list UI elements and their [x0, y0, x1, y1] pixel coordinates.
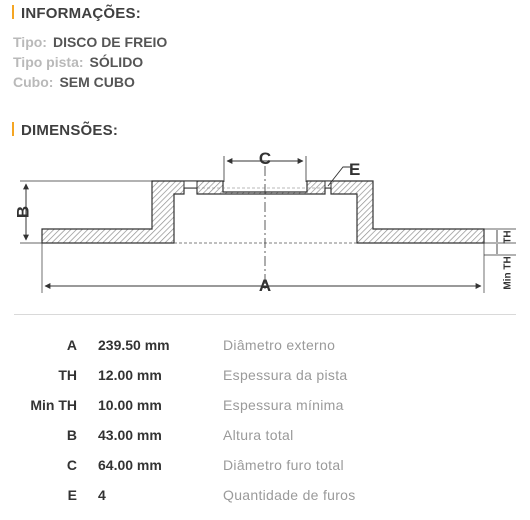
dimension-value: 4 — [98, 487, 106, 503]
dimension-description: Diâmetro furo total — [223, 457, 344, 473]
dimension-value: 12.00 mm — [98, 367, 162, 383]
dimension-value: 239.50 mm — [98, 337, 170, 353]
dim-c-label: C — [258, 149, 272, 168]
info-row-cubo — [13, 73, 135, 91]
section-accent-bar — [12, 5, 14, 19]
info-title-text: INFORMAÇÕES: — [21, 5, 141, 22]
dimension-row-e — [0, 485, 530, 505]
dimension-row-th — [0, 365, 530, 385]
dimension-description: Altura total — [223, 427, 294, 443]
dimension-description: Quantidade de furos — [223, 487, 356, 503]
dim-min-th-label: Min TH — [502, 256, 514, 290]
dimensions-title-text: DIMENSÕES: — [21, 122, 119, 139]
dimension-value: 43.00 mm — [98, 427, 162, 443]
dimension-row-b — [0, 425, 530, 445]
dimension-row-c — [0, 455, 530, 475]
info-row-tipo-pista — [13, 53, 143, 71]
dimension-description: Espessura da pista — [223, 367, 348, 383]
dimension-row-min-th — [0, 395, 530, 415]
info-label: Tipo pista: — [13, 54, 84, 70]
bolt-hole-right — [325, 181, 331, 188]
disc-section — [42, 181, 484, 243]
info-label: Cubo: — [13, 74, 54, 90]
bolt-hole-left — [184, 181, 197, 188]
brake-disc-diagram — [0, 145, 530, 305]
info-row-tipo — [13, 33, 167, 51]
dimension-key: A — [66, 337, 77, 353]
dimension-description: Diâmetro externo — [223, 337, 336, 353]
dimension-value: 64.00 mm — [98, 457, 162, 473]
dimensions-section-title — [12, 121, 118, 141]
dim-th-label: TH — [502, 230, 514, 244]
dim-a-label: A — [258, 276, 272, 295]
section-accent-bar — [12, 122, 14, 136]
dimension-value: 10.00 mm — [98, 397, 162, 413]
info-value: SÓLIDO — [89, 54, 144, 70]
info-label: Tipo: — [13, 34, 47, 50]
info-value: SEM CUBO — [59, 74, 135, 90]
info-section-title — [12, 4, 141, 24]
section-divider — [14, 314, 516, 315]
dimension-key: Min TH — [30, 397, 77, 413]
dimension-key: B — [66, 427, 77, 443]
info-value: DISCO DE FREIO — [52, 34, 168, 50]
dimension-row-a — [0, 335, 530, 355]
dimension-key: C — [66, 457, 77, 473]
dimension-description: Espessura mínima — [223, 397, 344, 413]
dimension-key: TH — [58, 367, 77, 383]
dim-e-label: E — [349, 160, 361, 179]
dim-b-label: B — [13, 205, 33, 219]
dimension-key: E — [67, 487, 77, 503]
